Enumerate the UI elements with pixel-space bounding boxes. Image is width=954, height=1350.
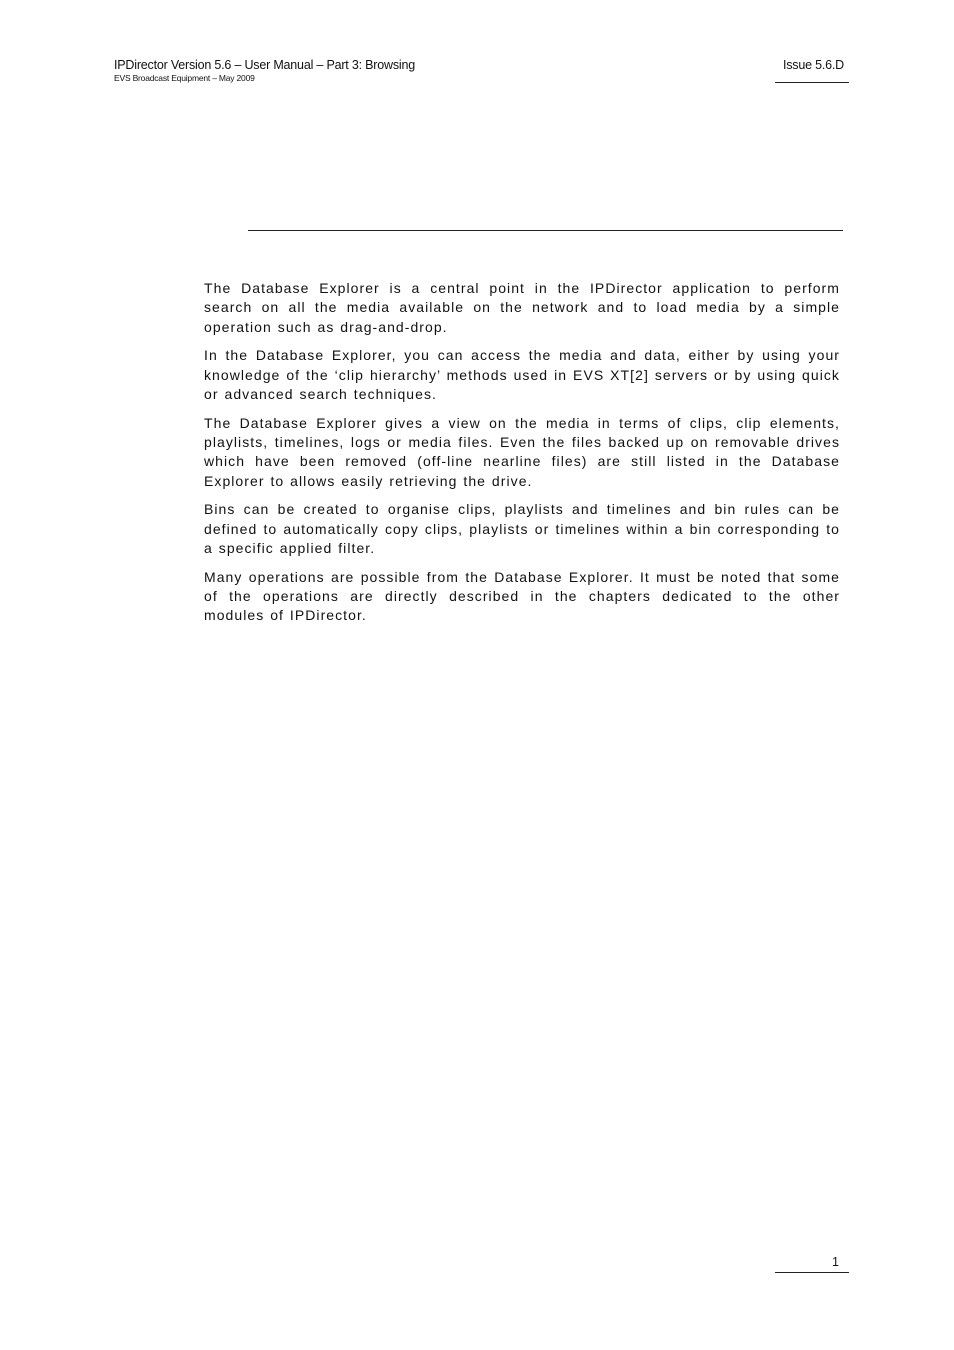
chapter-divider <box>248 230 843 231</box>
page-footer <box>775 1255 849 1273</box>
paragraph-bins: Bins can be created to organise clips, playlists and timelines and bin rules can be defined to automatically copy clips, playlists or timelines within a bin corresponding to a specific applied filter. <box>204 501 840 557</box>
page-number: 1 <box>832 1255 839 1269</box>
paragraph-views: The Database Explorer gives a view on the media in terms of clips, clip elements, playlists, timelines, logs or media files. Even the files backed up on removable drives which have been removed (off-line nearline files) are still listed in the Database Explorer to allows easily retrieving the drive. <box>204 414 840 489</box>
document-title: IPDirector Version 5.6 – User Manual – Part 3: Browsing <box>114 58 415 72</box>
paragraph-operations: Many operations are possible from the Database Explorer. It must be noted that some of the operations are directly described in the chapters dedicated to the other modules of IPDirector. <box>204 568 840 624</box>
paragraph-access: In the Database Explorer, you can access the media and data, either by using your knowledge of the ‘clip hierarchy’ methods used in EVS XT[2] servers or by using quick or advanced search techniques. <box>204 347 840 402</box>
running-header <box>114 58 415 84</box>
paragraph-intro: The Database Explorer is a central point in the IPDirector application to perform search on all the media available on the network and to load media by a simple operation such as drag-and-drop. <box>204 280 840 335</box>
publisher-date: EVS Broadcast Equipment – May 2009 <box>114 73 255 83</box>
issue-number: Issue 5.6.D <box>782 58 844 72</box>
issue-block <box>775 58 849 83</box>
body-text <box>204 279 840 635</box>
